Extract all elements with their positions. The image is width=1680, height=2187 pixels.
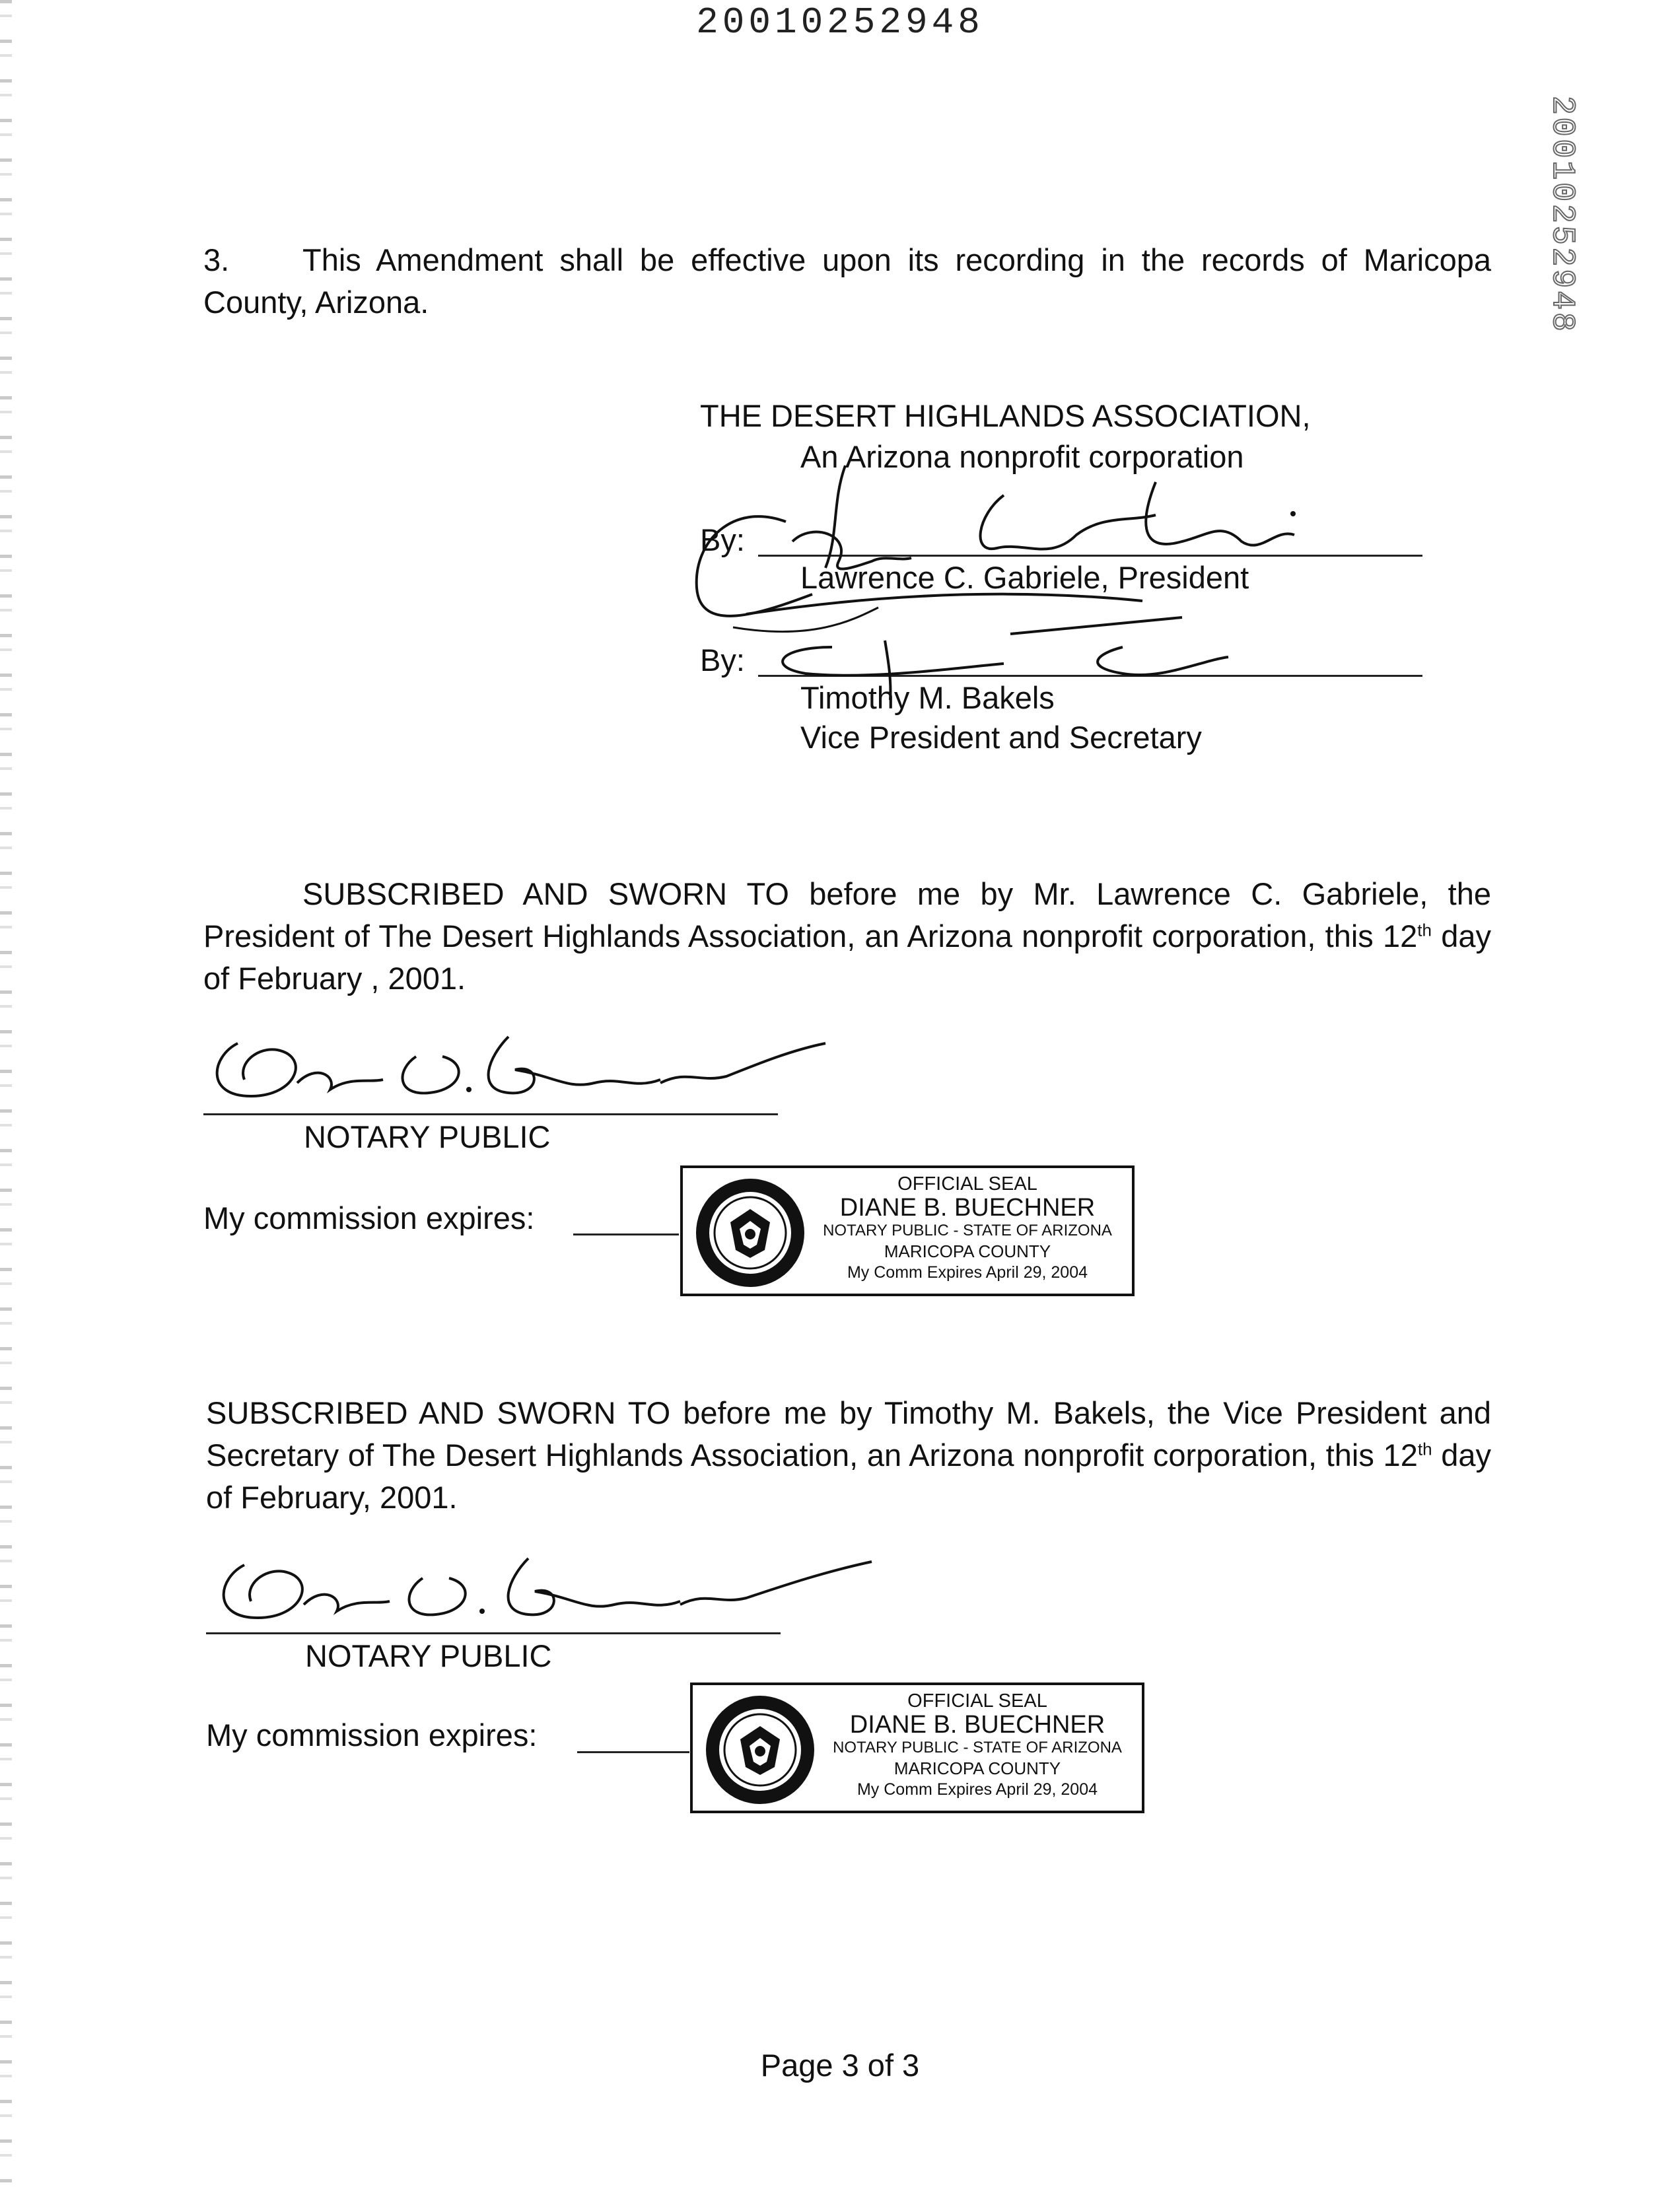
- notary-1-label: NOTARY PUBLIC: [304, 1119, 551, 1154]
- arizona-seal-emblem: [693, 1176, 807, 1290]
- organization-description: An Arizona nonprofit corporation: [800, 439, 1244, 474]
- section-3-paragraph: [203, 239, 1491, 324]
- seal-notary-name: DIANE B. BUECHNER: [849, 1711, 1105, 1739]
- seal-notary-name: DIANE B. BUECHNER: [839, 1194, 1096, 1222]
- arizona-seal-emblem: [703, 1693, 817, 1807]
- signer-2-name: Timothy M. Bakels: [800, 680, 1055, 715]
- notary-1-signature: [198, 1017, 858, 1123]
- notary-1-commission-label: My commission expires:: [203, 1200, 535, 1235]
- seal-line-2: MARICOPA COUNTY: [884, 1241, 1051, 1261]
- page-number: Page 3 of 3: [760, 2048, 920, 2083]
- seal-line-1: NOTARY PUBLIC - STATE OF ARIZONA: [833, 1739, 1122, 1756]
- ordinal-suffix: th: [1417, 1439, 1432, 1459]
- side-recording-stamp: 20010252948: [1544, 96, 1580, 334]
- seal-line-1: NOTARY PUBLIC - STATE OF ARIZONA: [823, 1222, 1112, 1239]
- ordinal-suffix: th: [1417, 920, 1432, 940]
- notary-1-signature-line: [203, 1113, 778, 1115]
- seal-line-3: My Comm Expires April 29, 2004: [857, 1780, 1098, 1799]
- signer-2-title: Vice President and Secretary: [800, 720, 1202, 755]
- by-label-2: By:: [700, 642, 745, 677]
- notary-2-statement: SUBSCRIBED AND SWORN TO before me by Timothy M. Bakels, the Vice President and Secretary of The Desert Highlands Association, an Arizona nonprofit corporation, this 12th day of February, 2001.: [206, 1395, 1491, 1515]
- recording-number: 20010252948: [696, 1, 984, 44]
- seal-title: OFFICIAL SEAL: [897, 1173, 1037, 1195]
- seal-line-3: My Comm Expires April 29, 2004: [847, 1263, 1088, 1282]
- section-number: 3.: [203, 242, 230, 277]
- notary-2-commission-label: My commission expires:: [206, 1718, 538, 1753]
- section-3-text: This Amendment shall be effective upon its recording in the records of Maricopa County, Arizona.: [203, 242, 1491, 320]
- by-label-1: By:: [700, 522, 745, 557]
- seal-line-2: MARICOPA COUNTY: [893, 1758, 1061, 1778]
- notary-2-signature: [205, 1539, 905, 1644]
- notary-2-label: NOTARY PUBLIC: [305, 1638, 552, 1673]
- notary-2-commission-line: [577, 1751, 689, 1753]
- notary-1-official-seal: [680, 1165, 1135, 1296]
- notary-2-official-seal: [690, 1683, 1144, 1813]
- notary-1-commission-line: [573, 1233, 679, 1235]
- organization-name: THE DESERT HIGHLANDS ASSOCIATION,: [700, 398, 1311, 433]
- signer-1-name-title: Lawrence C. Gabriele, President: [800, 560, 1249, 595]
- seal-title: OFFICIAL SEAL: [907, 1690, 1047, 1712]
- notary-2-signature-line: [206, 1632, 781, 1634]
- scan-edge-artifact: [0, 0, 12, 2187]
- notary-1-statement: SUBSCRIBED AND SWORN TO before me by Mr. Lawrence C. Gabriele, the President of The Desert Highlands Association, an Arizona nonprofit corporation, this 12th day of February , 2001.: [203, 876, 1491, 996]
